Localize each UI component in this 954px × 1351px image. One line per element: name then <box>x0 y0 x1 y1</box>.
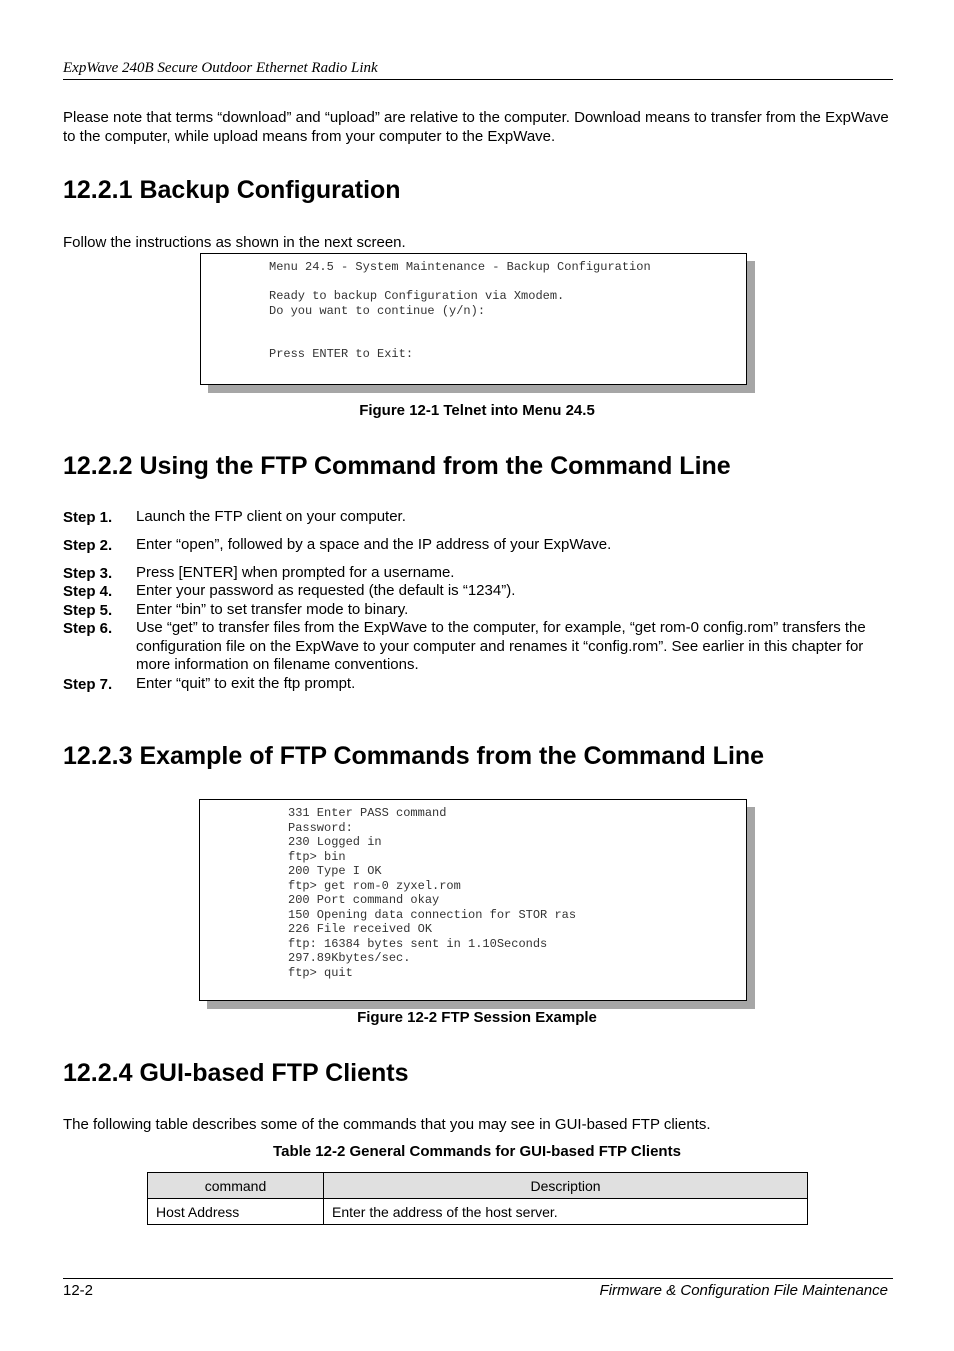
step-4-label: Step 4. <box>63 583 113 600</box>
backup-terminal-line <box>269 318 651 333</box>
backup-terminal-line <box>269 333 651 348</box>
ftp-session-line: 331 Enter PASS command <box>288 806 447 820</box>
backup-terminal-line <box>269 275 651 290</box>
ftp-session-terminal <box>199 799 747 1001</box>
step-6-text: Use “get” to transfer files from the ExpWave to the computer, for example, “get rom-0 config.rom” transfers the configuration file on the ExpWave to your computer and renames it “config.rom”. See earlier in this chapter for more information on filename conventions. <box>136 619 866 673</box>
table-cell-description: Enter the address of the host server. <box>324 1199 808 1225</box>
footer-rule <box>63 1278 893 1279</box>
ftp-session-line: 200 Port command okay <box>288 893 440 907</box>
step-6-label: Step 6. <box>63 620 113 637</box>
step-7-text: Enter “quit” to exit the ftp prompt. <box>136 675 356 692</box>
backup-instruction-text: Follow the instructions as shown in the next screen. <box>63 234 406 251</box>
heading-gui-ftp-clients: 12.2.4 GUI-based FTP Clients <box>63 1059 409 1087</box>
step-3-text: Press [ENTER] when prompted for a username. <box>136 564 455 581</box>
column-header-description: Description <box>324 1173 808 1199</box>
backup-terminal-line: Press ENTER to Exit: <box>269 347 414 361</box>
step-5-label: Step 5. <box>63 602 113 619</box>
heading-backup-configuration: 12.2.1 Backup Configuration <box>63 176 401 204</box>
header-rule <box>63 79 893 80</box>
ftp-session-line: ftp> get rom-0 zyxel.rom <box>288 878 461 893</box>
backup-terminal-line: Ready to backup Configuration via Xmodem. <box>269 289 565 303</box>
backup-terminal-screen <box>200 253 747 385</box>
table-row <box>148 1199 808 1225</box>
running-header: ExpWave 240B Secure Outdoor Ethernet Radio Link <box>63 60 378 76</box>
ftp-session-line: Password: <box>288 820 353 835</box>
gui-commands-table <box>147 1172 808 1225</box>
ftp-session-line: 200 Type I OK <box>288 864 382 878</box>
step-1-label: Step 1. <box>63 509 113 526</box>
step-2-text: Enter “open”, followed by a space and the IP address of your ExpWave. <box>136 536 612 553</box>
ftp-session-lines <box>288 806 576 980</box>
intro-paragraph: Please note that terms “download” and “upload” are relative to the computer. Download means to transfer from the ExpWave to the computer, while upload means from your computer to the ExpWave. <box>63 109 889 145</box>
backup-terminal-lines <box>269 260 651 362</box>
ftp-session-line: ftp: 16384 bytes sent in 1.10Seconds <box>288 936 548 951</box>
ftp-session-line: 230 Logged in <box>288 835 382 849</box>
ftp-session-line: 150 Opening data connection for STOR ras <box>288 907 577 922</box>
ftp-session-line: ftp> bin <box>288 849 346 864</box>
figure-12-1-caption: Figure 12-1 Telnet into Menu 24.5 <box>359 402 595 419</box>
heading-ftp-command-line: 12.2.2 Using the FTP Command from the Command Line <box>63 452 731 480</box>
table-12-2-title: Table 12-2 General Commands for GUI-based FTP Clients <box>273 1143 681 1160</box>
table-cell-command: Host Address <box>148 1199 324 1225</box>
chapter-title: Firmware & Configuration File Maintenance <box>599 1282 888 1299</box>
ftp-session-line: ftp> quit <box>288 965 353 980</box>
ftp-session-line: 226 File received OK <box>288 922 433 936</box>
step-7-label: Step 7. <box>63 676 113 693</box>
step-4-text: Enter your password as requested (the default is “1234”). <box>136 582 516 599</box>
figure-12-2-caption: Figure 12-2 FTP Session Example <box>357 1009 597 1026</box>
column-header-command: command <box>148 1173 324 1199</box>
step-3-label: Step 3. <box>63 565 113 582</box>
step-2-label: Step 2. <box>63 537 113 554</box>
ftp-session-line: 297.89Kbytes/sec. <box>288 951 411 965</box>
gui-intro-text: The following table describes some of the commands that you may see in GUI-based FTP clients. <box>63 1116 711 1133</box>
table-header-row <box>148 1173 808 1199</box>
page-number: 12-2 <box>63 1282 94 1299</box>
step-5-text: Enter “bin” to set transfer mode to binary. <box>136 601 409 618</box>
heading-ftp-example: 12.2.3 Example of FTP Commands from the Command Line <box>63 742 765 770</box>
step-1-text: Launch the FTP client on your computer. <box>136 508 406 525</box>
backup-terminal-line: Do you want to continue (y/n): <box>269 303 486 318</box>
backup-terminal-line: Menu 24.5 - System Maintenance - Backup Configuration <box>269 260 651 274</box>
